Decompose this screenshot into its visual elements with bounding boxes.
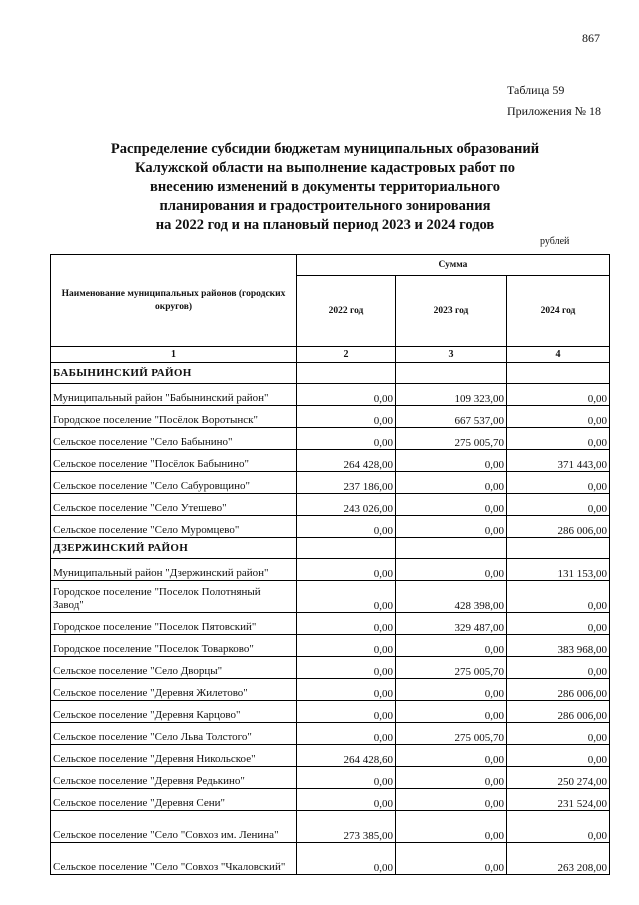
amount-2024: 0,00 — [507, 581, 610, 613]
row-name: Сельское поселение "Село Дворцы" — [51, 657, 297, 679]
amount-2024: 231 524,00 — [507, 789, 610, 811]
amount-2024: 0,00 — [507, 745, 610, 767]
table-row — [51, 635, 610, 657]
amount-2024: 131 153,00 — [507, 559, 610, 581]
table-row — [51, 450, 610, 472]
amount-2024: 263 208,00 — [507, 843, 610, 875]
amount-2023: 0,00 — [396, 635, 507, 657]
amount-2022: 0,00 — [297, 701, 396, 723]
header-year-2022: 2022 год — [297, 276, 396, 347]
empty-cell — [297, 538, 396, 559]
empty-cell — [396, 363, 507, 384]
amount-2022: 0,00 — [297, 406, 396, 428]
column-number: 1 — [51, 347, 297, 363]
empty-cell — [297, 363, 396, 384]
row-name: Сельское поселение "Село "Совхоз "Чкаловский" — [51, 843, 297, 875]
amount-2024: 0,00 — [507, 723, 610, 745]
title-line: Калужской области на выполнение кадастровых работ по — [135, 160, 515, 176]
empty-cell — [396, 538, 507, 559]
district-name: ДЗЕРЖИНСКИЙ РАЙОН — [51, 538, 297, 559]
table-row — [51, 472, 610, 494]
title-line: Распределение субсидии бюджетам муниципальных образований — [110, 141, 540, 157]
amount-2024: 0,00 — [507, 494, 610, 516]
amount-2023: 428 398,00 — [396, 581, 507, 613]
row-name: Сельское поселение "Деревня Никольское" — [51, 745, 297, 767]
amount-2022: 264 428,60 — [297, 745, 396, 767]
table-row — [51, 767, 610, 789]
amount-2024: 250 274,00 — [507, 767, 610, 789]
header-name: Наименование муниципальных районов (городских округов) — [51, 255, 297, 347]
row-name: Сельское поселение "Село Муромцево" — [51, 516, 297, 538]
amount-2023: 667 537,00 — [396, 406, 507, 428]
title-line: на 2022 год и на плановый период 2023 и 2024 годов — [155, 217, 495, 233]
amount-2022: 264 428,00 — [297, 450, 396, 472]
amount-2022: 0,00 — [297, 581, 396, 613]
document-title — [95, 140, 555, 235]
table-row — [51, 811, 610, 843]
amount-2022: 0,00 — [297, 843, 396, 875]
amount-2023: 275 005,70 — [396, 657, 507, 679]
amount-2024: 383 968,00 — [507, 635, 610, 657]
column-number: 2 — [297, 347, 396, 363]
column-number: 4 — [507, 347, 610, 363]
column-number: 3 — [396, 347, 507, 363]
district-name: БАБЫНИНСКИЙ РАЙОН — [51, 363, 297, 384]
table-row — [51, 581, 610, 613]
amount-2024: 0,00 — [507, 811, 610, 843]
row-name: Сельское поселение "Село Утешево" — [51, 494, 297, 516]
table-row — [51, 745, 610, 767]
table-row — [51, 494, 610, 516]
table-row — [51, 516, 610, 538]
row-name: Сельское поселение "Деревня Карцово" — [51, 701, 297, 723]
amount-2023: 275 005,70 — [396, 723, 507, 745]
table-row — [51, 843, 610, 875]
amount-2022: 0,00 — [297, 789, 396, 811]
amount-2023: 0,00 — [396, 811, 507, 843]
table-row — [51, 657, 610, 679]
title-line: внесению изменений в документы территориального — [150, 179, 500, 195]
amount-2022: 0,00 — [297, 767, 396, 789]
amount-2023: 0,00 — [396, 745, 507, 767]
amount-2024: 0,00 — [507, 384, 610, 406]
table-row — [51, 559, 610, 581]
empty-cell — [507, 538, 610, 559]
amount-2022: 0,00 — [297, 657, 396, 679]
amount-2022: 0,00 — [297, 428, 396, 450]
amount-2023: 0,00 — [396, 767, 507, 789]
table-row — [51, 384, 610, 406]
row-name: Сельское поселение "Село "Совхоз им. Ленина" — [51, 811, 297, 843]
row-name: Сельское поселение "Деревня Редькино" — [51, 767, 297, 789]
table-row — [51, 701, 610, 723]
page-number: 867 — [582, 31, 600, 45]
amount-2023: 275 005,70 — [396, 428, 507, 450]
amount-2022: 237 186,00 — [297, 472, 396, 494]
amount-2023: 0,00 — [396, 679, 507, 701]
row-name: Городское поселение "Поселок Пятовский" — [51, 613, 297, 635]
row-name: Муниципальный район "Бабынинский район" — [51, 384, 297, 406]
amount-2022: 243 026,00 — [297, 494, 396, 516]
amount-2023: 0,00 — [396, 789, 507, 811]
amount-2023: 329 487,00 — [396, 613, 507, 635]
amount-2024: 0,00 — [507, 613, 610, 635]
header-year-2024: 2024 год — [507, 276, 610, 347]
amount-2022: 0,00 — [297, 384, 396, 406]
amount-2024: 371 443,00 — [507, 450, 610, 472]
row-name: Сельское поселение "Посёлок Бабынино" — [51, 450, 297, 472]
header-year-2023: 2023 год — [396, 276, 507, 347]
table-row — [51, 789, 610, 811]
amount-2024: 286 006,00 — [507, 701, 610, 723]
row-name: Сельское поселение "Село Льва Толстого" — [51, 723, 297, 745]
units-label: рублей — [540, 236, 570, 247]
district-header-row — [51, 363, 610, 384]
amount-2024: 0,00 — [507, 657, 610, 679]
amount-2023: 0,00 — [396, 843, 507, 875]
header-sum: Сумма — [297, 255, 610, 276]
amount-2022: 0,00 — [297, 559, 396, 581]
amount-2024: 0,00 — [507, 428, 610, 450]
row-name: Сельское поселение "Деревня Жилетово" — [51, 679, 297, 701]
title-line: планирования и градостроительного зонирования — [159, 198, 491, 214]
column-numbers-row — [51, 347, 610, 363]
amount-2023: 109 323,00 — [396, 384, 507, 406]
table-row — [51, 613, 610, 635]
amount-2022: 0,00 — [297, 679, 396, 701]
empty-cell — [507, 363, 610, 384]
amount-2023: 0,00 — [396, 559, 507, 581]
subsidy-table — [50, 254, 610, 875]
amount-2024: 0,00 — [507, 406, 610, 428]
amount-2023: 0,00 — [396, 494, 507, 516]
amount-2023: 0,00 — [396, 472, 507, 494]
table-label: Таблица 59 — [507, 83, 565, 97]
amount-2022: 0,00 — [297, 723, 396, 745]
row-name: Городское поселение "Поселок Товарково" — [51, 635, 297, 657]
amount-2022: 0,00 — [297, 516, 396, 538]
row-name: Сельское поселение "Село Сабуровщино" — [51, 472, 297, 494]
amount-2022: 0,00 — [297, 613, 396, 635]
table-row — [51, 723, 610, 745]
row-name: Сельское поселение "Село Бабынино" — [51, 428, 297, 450]
table-row — [51, 428, 610, 450]
amount-2024: 286 006,00 — [507, 679, 610, 701]
row-name: Сельское поселение "Деревня Сени" — [51, 789, 297, 811]
table-row — [51, 679, 610, 701]
row-name: Городское поселение "Поселок Полотняный Завод" — [51, 581, 297, 613]
amount-2023: 0,00 — [396, 701, 507, 723]
row-name: Муниципальный район "Дзержинский район" — [51, 559, 297, 581]
row-name: Городское поселение "Посёлок Воротынск" — [51, 406, 297, 428]
amount-2024: 286 006,00 — [507, 516, 610, 538]
appendix-label: Приложения № 18 — [507, 104, 602, 118]
table-row — [51, 406, 610, 428]
district-header-row — [51, 538, 610, 559]
amount-2022: 273 385,00 — [297, 811, 396, 843]
amount-2024: 0,00 — [507, 472, 610, 494]
amount-2022: 0,00 — [297, 635, 396, 657]
amount-2023: 0,00 — [396, 516, 507, 538]
amount-2023: 0,00 — [396, 450, 507, 472]
